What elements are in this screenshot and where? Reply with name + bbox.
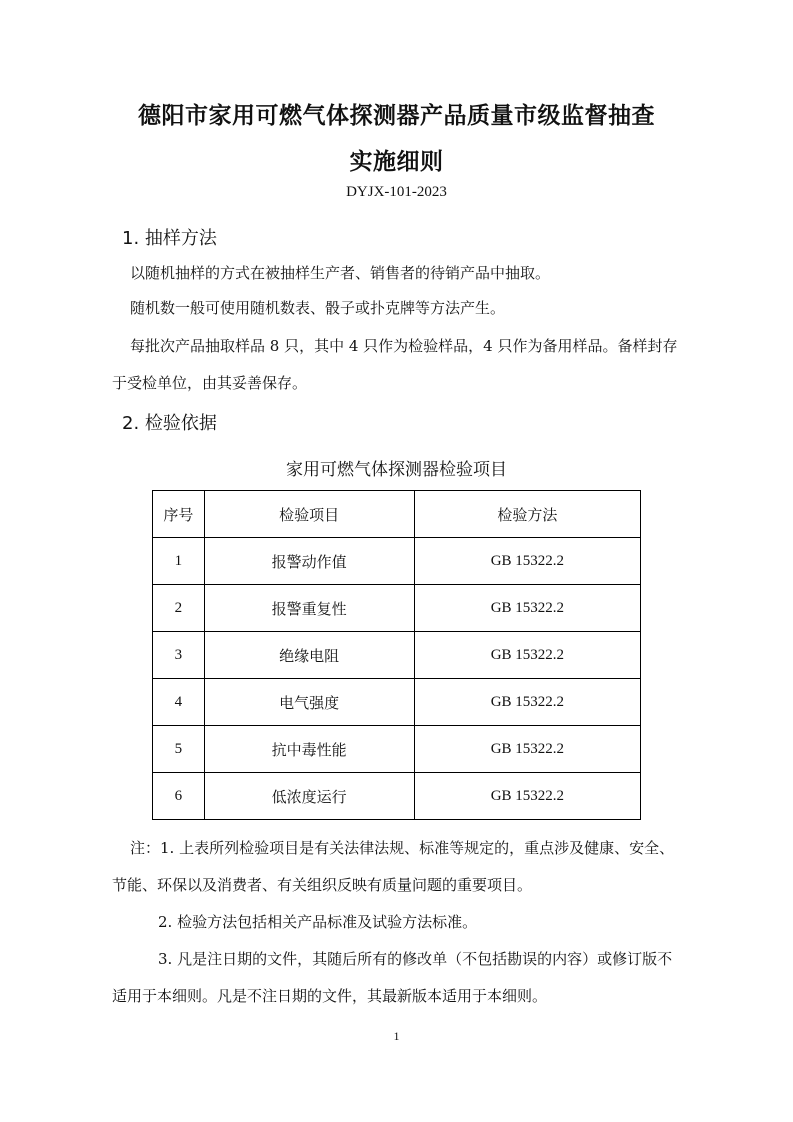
- row-item: 报警动作值: [204, 538, 414, 585]
- table-title: 家用可燃气体探测器检验项目: [286, 460, 507, 480]
- table-row: [153, 726, 641, 773]
- section-heading-sampling-method: 1. 抽样方法: [122, 228, 217, 249]
- row-method: GB 15322.2: [414, 726, 640, 773]
- section-heading-inspection-basis: 2. 检验依据: [122, 413, 217, 434]
- row-method: GB 15322.2: [414, 679, 640, 726]
- row-method: GB 15322.2: [414, 632, 640, 679]
- row-number: 1: [153, 538, 205, 585]
- row-item: 低浓度运行: [204, 773, 414, 820]
- sampling-paragraph-3-continued: 于受检单位，由其妥善保存。: [112, 374, 308, 392]
- header-cell-number: 序号: [153, 491, 205, 538]
- row-item: 抗中毒性能: [204, 726, 414, 773]
- row-item: 报警重复性: [204, 585, 414, 632]
- row-number: 3: [153, 632, 205, 679]
- row-number: 4: [153, 679, 205, 726]
- document-title-line-1: 德阳市家用可燃气体探测器产品质量市级监督抽查: [138, 102, 655, 129]
- inspection-items-table: [152, 490, 641, 820]
- table-row: [153, 679, 641, 726]
- note-3: 3. 凡是注日期的文件，其随后所有的修改单（不包括勘误的内容）或修订版不: [158, 950, 673, 968]
- row-number: 6: [153, 773, 205, 820]
- row-number: 5: [153, 726, 205, 773]
- note-3-continued: 适用于本细则。凡是不注日期的文件，其最新版本适用于本细则。: [112, 987, 548, 1005]
- table-row: [153, 773, 641, 820]
- sampling-paragraph-3: 每批次产品抽取样品 8 只，其中 4 只作为检验样品，4 只作为备用样品。备样封存: [130, 337, 678, 355]
- document-number: DYJX-101-2023: [346, 184, 447, 200]
- table-row: [153, 585, 641, 632]
- row-method: GB 15322.2: [414, 538, 640, 585]
- row-number: 2: [153, 585, 205, 632]
- row-method: GB 15322.2: [414, 585, 640, 632]
- table-header-row: [153, 491, 641, 538]
- note-1-continued: 节能、环保以及消费者、有关组织反映有质量问题的重要项目。: [112, 876, 533, 894]
- note-2: 2. 检验方法包括相关产品标准及试验方法标准。: [158, 913, 478, 931]
- table-row: [153, 632, 641, 679]
- header-cell-item: 检验项目: [204, 491, 414, 538]
- header-cell-method: 检验方法: [414, 491, 640, 538]
- row-method: GB 15322.2: [414, 773, 640, 820]
- sampling-paragraph-1: 以随机抽样的方式在被抽样生产者、销售者的待销产品中抽取。: [130, 264, 551, 282]
- sampling-paragraph-2: 随机数一般可使用随机数表、骰子或扑克牌等方法产生。: [130, 299, 506, 317]
- note-1: 注：1. 上表所列检验项目是有关法律法规、标准等规定的，重点涉及健康、安全、: [130, 839, 675, 857]
- table-row: [153, 538, 641, 585]
- page-number: 1: [393, 1029, 400, 1043]
- row-item: 绝缘电阻: [204, 632, 414, 679]
- row-item: 电气强度: [204, 679, 414, 726]
- document-title-line-2: 实施细则: [349, 148, 444, 175]
